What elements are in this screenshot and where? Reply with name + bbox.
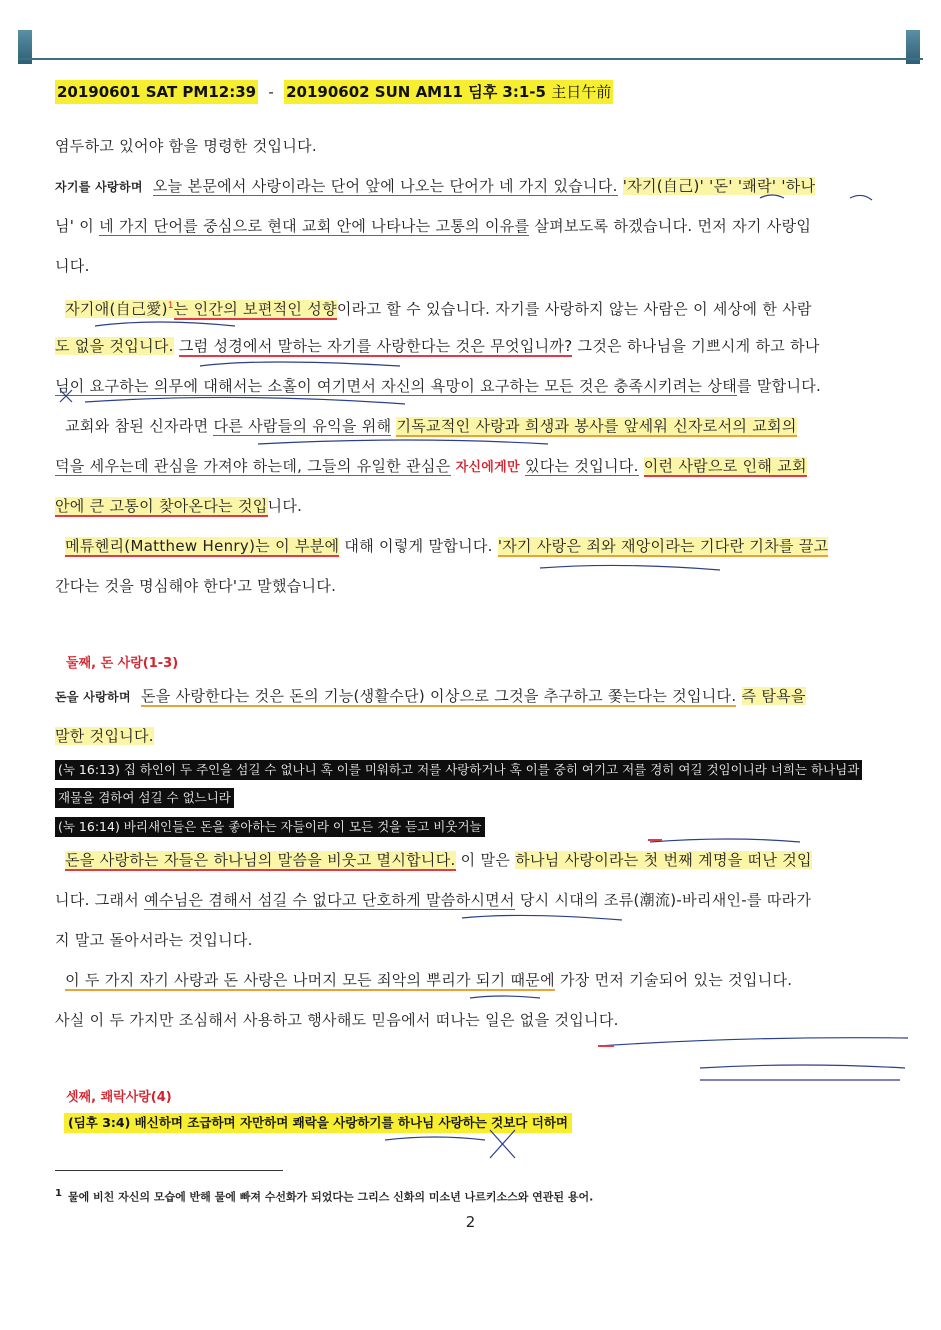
line-13-b: 즉 탐욕을 [741, 687, 806, 705]
handwriting-scribble [258, 440, 548, 444]
binding-rule [18, 58, 923, 60]
body-line-14 [55, 726, 885, 746]
handwriting-scribble [650, 839, 800, 842]
body-line-17 [55, 930, 885, 950]
line-4-text: 니다. [55, 257, 90, 275]
footnote [55, 1188, 593, 1205]
body-line-15 [55, 850, 885, 870]
body-line-3 [55, 216, 885, 236]
margin-label-money-love: 돈을 사랑하며 [55, 690, 131, 704]
emphasis-self: 자신에게만 [455, 460, 520, 475]
footnote-rule [55, 1170, 283, 1171]
line-8-c: 기독교적인 사랑과 희생과 봉사를 앞세워 신자로서의 교회의 [396, 417, 797, 435]
line-3-c: 살펴보도록 하겠습니다. 먼저 자기 사랑입 [534, 217, 812, 235]
line-16-a: 니다. 그래서 [55, 891, 140, 909]
body-line-4 [55, 256, 885, 276]
header-date-start: 20190601 SAT PM12:39 [55, 80, 258, 104]
line-3-a: 님' 이 [55, 217, 95, 235]
footnote-ref: 1 [167, 301, 174, 311]
line-18-a: 이 두 가지 자기 사랑과 돈 사랑은 나머지 모든 죄악의 뿌리가 되기 때문에 [65, 971, 555, 989]
line-1-text: 염두하고 있어야 함을 명령한 것입니다. [55, 137, 317, 155]
line-12-text: 간다는 것을 명심해야 한다'고 말했습니다. [55, 577, 337, 595]
line-16-b: 예수님은 겸해서 섬길 수 없다고 단호하게 말씀하시면서 [144, 891, 515, 909]
body-line-9 [55, 456, 885, 478]
page-header [55, 80, 613, 104]
line-11-c: '자기 사랑은 죄와 재앙이라는 기다란 기차를 끌고 [497, 537, 829, 555]
verse-luke-16-13-b: 재물을 겸하여 섬길 수 없느니라 [55, 788, 234, 808]
line-2-b: '자기(自己)' '돈' '쾌락' '하나 [622, 177, 816, 195]
handwriting-scribble [85, 397, 405, 404]
line-9-b: 있다는 것입니다. [524, 457, 639, 475]
section-heading-pleasure: 셋째, 쾌락사랑(4) [66, 1090, 172, 1105]
line-10-b: 니다. [267, 497, 303, 515]
verse-luke-16-13-a: (눅 16:13) 집 하인이 두 주인을 섬길 수 없나니 혹 이를 미워하고 저를 사랑하거나 혹 이를 중히 여기고 저를 경히 여길 것임이니라 너희는 하나님과 [55, 760, 862, 780]
line-5-c: 이라고 할 수 있습니다. 자기를 사랑하지 않는 사람은 이 세상에 한 사람 [336, 300, 812, 318]
body-line-16 [55, 890, 885, 910]
header-date-end-text: 20190602 SUN AM11 딤후 3:1-5 [286, 83, 546, 101]
handwriting-scribble [700, 1065, 905, 1068]
header-date-end [284, 80, 613, 104]
section-heading-money: 둘째, 돈 사랑(1-3) [66, 656, 179, 671]
line-6-a: 도 없을 것입니다. [55, 337, 174, 355]
line-16-c: 당시 시대의 조류(潮流)-바리새인-를 따라가 [519, 891, 812, 909]
footnote-marker: 1 [55, 1188, 62, 1199]
line-19-text: 사실 이 두 가지만 조심해서 사용하고 행사해도 믿음에서 떠나는 일은 없을 것입니다. [55, 1011, 619, 1029]
line-6-c: 그것은 하나님을 기쁘시게 하고 하나 [577, 337, 820, 355]
line-6-b: 그럼 성경에서 말하는 자기를 사랑한다는 것은 무엇입니까? [178, 337, 573, 355]
handwriting-scribble [385, 1137, 485, 1140]
line-8-a: 교회와 참된 신자라면 [65, 417, 209, 435]
line-11-b: 대해 이렇게 말합니다. [344, 537, 493, 555]
line-3-b: 네 가지 단어를 중심으로 현대 교회 안에 나타나는 고통의 이유를 [99, 217, 530, 235]
line-13-a: 돈을 사랑한다는 것은 돈의 기능(생활수단) 이상으로 그것을 추구하고 쫓는다는 것입니다. [140, 687, 737, 705]
line-8-b: 다른 사람들의 유익을 위해 [213, 417, 392, 435]
line-9-a: 덕을 세우는데 관심을 가져야 하는데, 그들의 유일한 관심은 [55, 457, 451, 475]
verse-2tim-3-4: (딤후 3:4) 배신하며 조급하며 자만하며 쾌락을 사랑하기를 하나님 사랑하는 것보다 더하며 [64, 1113, 572, 1133]
line-15-b: 이 말은 [460, 851, 511, 869]
body-line-19 [55, 1010, 885, 1030]
body-line-1 [55, 136, 885, 156]
line-5-highlight [65, 300, 337, 318]
header-tag: 主日午前 [551, 83, 612, 101]
line-9-c: 이런 사람으로 인해 교회 [643, 457, 807, 475]
header-dash: - [268, 83, 274, 101]
body-line-5 [55, 296, 885, 319]
handwriting-scribble [200, 362, 400, 366]
handwritten-x-icon [490, 1130, 515, 1158]
body-line-11 [55, 536, 885, 556]
line-17-text: 지 말고 돌아서라는 것입니다. [55, 931, 253, 949]
body-line-18 [55, 970, 885, 990]
line-7-a: 님이 요구하는 의무에 대해서는 소홀이 여기면서 자신의 욕망이 요구하는 모든 것은 충족시키려는 상태 [55, 377, 738, 395]
body-line-12 [55, 576, 885, 596]
body-line-6 [55, 336, 885, 356]
line-15-a: 돈을 사랑하는 자들은 하나님의 말씀을 비웃고 멸시합니다. [65, 851, 456, 869]
page-number: 2 [465, 1213, 476, 1231]
handwriting-scribble [470, 996, 540, 998]
line-18-b: 가장 먼저 기술되어 있는 것입니다. [559, 971, 793, 989]
handwriting-scribble [540, 565, 720, 570]
body-line-13 [55, 686, 885, 707]
line-14-text: 말한 것입니다. [55, 727, 154, 745]
line-2-a: 오늘 본문에서 사랑이라는 단어 앞에 나오는 단어가 네 가지 있습니다. [152, 177, 618, 195]
footnote-text: 물에 비친 자신의 모습에 반해 물에 빠져 수선화가 되었다는 그리스 신화의 미소년 나르키소스와 연관된 용어. [67, 1190, 594, 1204]
handwriting-scribble [598, 1038, 908, 1046]
line-5-a: 자기애(自己愛) [65, 300, 168, 318]
margin-label-self-love: 자기를 사랑하며 [55, 180, 143, 194]
line-7-b: 를 말합니다. [737, 377, 822, 395]
body-line-2 [55, 176, 885, 197]
body-line-8 [55, 416, 885, 436]
verse-luke-16-14: (눅 16:14) 바리새인들은 돈을 좋아하는 자들이라 이 모든 것을 듣고 비웃거늘 [55, 817, 485, 837]
body-line-7 [55, 376, 885, 396]
line-5-b: 는 인간의 보편적인 성향 [173, 300, 337, 318]
body-line-10 [55, 496, 885, 516]
line-10-a: 안에 큰 고통이 찾아온다는 것입 [55, 497, 268, 515]
handwriting-scribble [462, 915, 622, 920]
handwriting-scribble [95, 322, 235, 326]
line-15-c: 하나님 사랑이라는 첫 번째 계명을 떠난 것입 [515, 851, 812, 869]
line-11-a: 메튜헨리(Matthew Henry)는 이 부분에 [65, 537, 340, 555]
